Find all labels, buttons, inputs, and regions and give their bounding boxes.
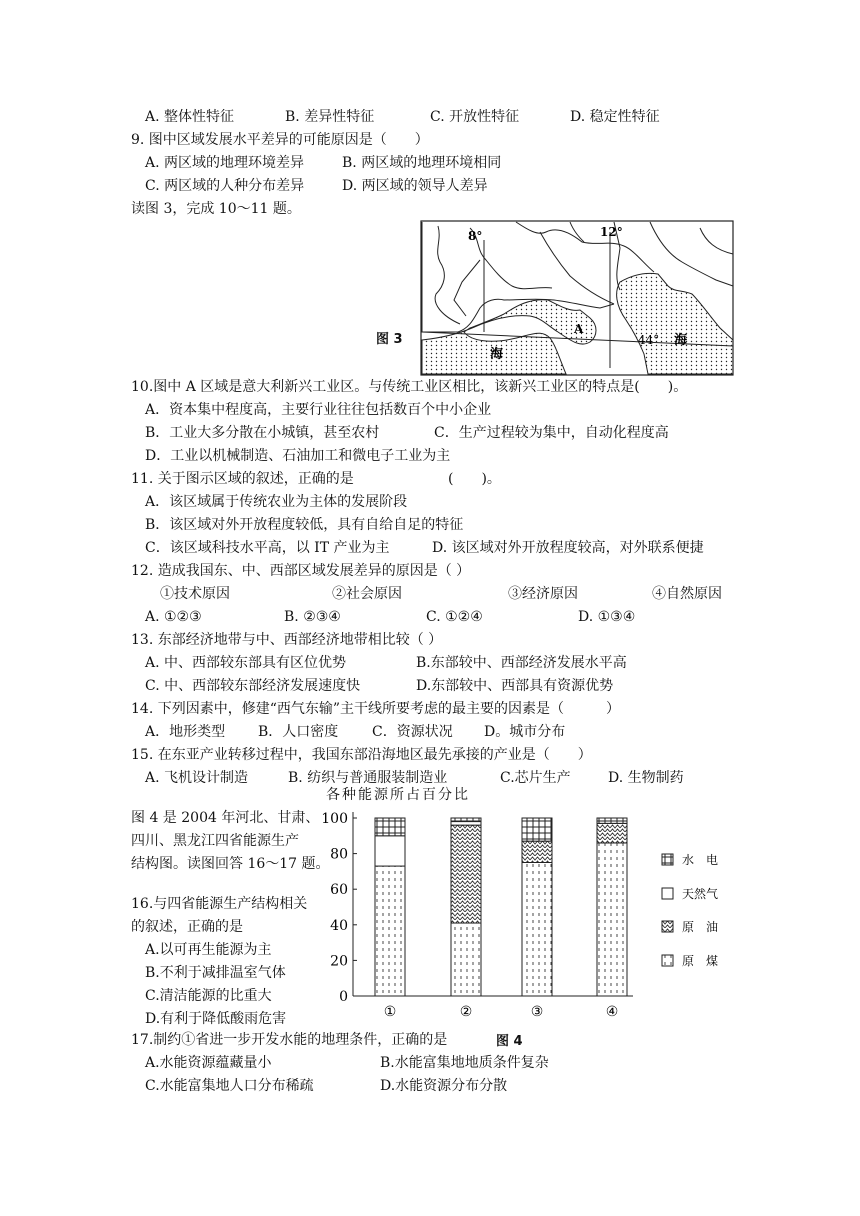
bar-segment [375, 866, 405, 996]
q15-option-c: C.芯片生产 [500, 770, 571, 786]
q16-option-c: C.清洁能源的比重大 [145, 988, 272, 1004]
q14-option-c: C．资源状况 [372, 724, 453, 740]
bar-segment [451, 923, 481, 996]
q8-option-a: A. 整体性特征 [145, 109, 235, 125]
bar-segment [597, 843, 627, 996]
x-tick-label: ④ [605, 1004, 619, 1020]
q12-item-2: ②社会原因 [332, 586, 402, 602]
q11-stem: 11. 关于图示区域的叙述，正确的是 [131, 471, 354, 487]
bar-segment [597, 818, 627, 823]
legend-swatch [662, 854, 673, 865]
bar-segment [375, 836, 405, 866]
bar-segment [522, 863, 552, 997]
legend-swatch [662, 921, 673, 932]
q15-option-d: D. 生物制药 [608, 770, 684, 786]
q14-option-a: A．地形类型 [145, 724, 226, 740]
q16-option-b: B.不利于减排温室气体 [145, 965, 286, 981]
intro-fig4-line2: 四川、黑龙江四省能源生产 [131, 833, 299, 849]
chart-caption: 图 4 [496, 1034, 523, 1049]
bar-segment [451, 818, 481, 822]
x-tick-label: ③ [530, 1004, 544, 1020]
energy-chart [320, 800, 740, 1024]
bar-segment [375, 818, 405, 836]
q16-stem-line2: 的叙述，正确的是 [131, 919, 243, 935]
q12-option-b: B. ②③④ [284, 609, 341, 625]
map3 [420, 220, 734, 376]
q15-option-b: B. 纺织与普通服装制造业 [288, 770, 448, 786]
intro-fig4-line1: 图 4 是 2004 年河北、甘肃、 [131, 810, 320, 826]
bar-segment [522, 818, 552, 841]
q16-option-d: D.有利于降低酸雨危害 [145, 1011, 287, 1027]
q13-option-c: C. 中、西部较东部经济发展速度快 [145, 678, 361, 694]
q11-option-c: C．该区域科技水平高，以 IT 产业为主 [145, 540, 390, 556]
q12-stem: 12. 造成我国东、中、西部区域发展差异的原因是（ ） [131, 563, 471, 579]
q17-option-a: A.水能资源蕴藏量小 [145, 1055, 272, 1071]
q15-option-a: A. 飞机设计制造 [145, 770, 249, 786]
legend-label: 原 煤 [682, 954, 719, 968]
q17-option-b: B.水能富集地地质条件复杂 [380, 1055, 549, 1071]
q13-stem: 13. 东部经济地带与中、西部经济地带相比较（ ） [131, 632, 443, 648]
q12-option-d: D. ①③④ [578, 609, 636, 625]
q12-item-4: ④自然原因 [652, 586, 722, 602]
chart-title: 各种能源所占百分比 [326, 787, 470, 803]
map3-label-sea-left: 海 [490, 347, 504, 362]
q13-option-b: B.东部较中、西部经济发展水平高 [416, 655, 627, 671]
legend-swatch [662, 955, 673, 966]
map3-label-a: A [574, 322, 584, 336]
q10-option-d: D．工业以机械制造、石油加工和微电子工业为主 [145, 448, 451, 464]
q9-stem: 9. 图中区域发展水平差异的可能原因是（ ） [131, 132, 429, 148]
q12-option-c: C. ①②④ [426, 609, 483, 625]
q17-stem: 17.制约①省进一步开发水能的地理条件，正确的是 [131, 1032, 448, 1048]
legend-label: 原 油 [682, 920, 719, 934]
q16-option-a: A.以可再生能源为主 [145, 942, 272, 958]
q10-stem: 10.图中 A 区域是意大利新兴工业区。与传统工业区相比，该新兴工业区的特点是( )。 [131, 379, 688, 395]
q14-option-d: D。城市分布 [484, 724, 566, 740]
q13-option-d: D.东部较中、西部具有资源优势 [416, 678, 614, 694]
q9-option-b: B. 两区域的地理环境相同 [342, 155, 502, 171]
map3-label-44: 44° [638, 333, 660, 347]
q8-option-b: B. 差异性特征 [285, 109, 375, 125]
q17-option-d: D.水能资源分布分散 [380, 1078, 508, 1094]
q10-option-b: B．工业大多分散在小城镇，甚至农村 [145, 425, 380, 441]
q15-stem: 15. 在东亚产业转移过程中，我国东部沿海地区最先承接的产业是（ ） [131, 747, 592, 763]
legend-label: 水 电 [682, 853, 719, 867]
y-tick-label: 60 [330, 882, 348, 899]
bar-segment [451, 825, 481, 923]
x-tick-label: ① [383, 1004, 397, 1020]
q11-option-d: D. 该区域对外开放程度较高，对外联系便捷 [432, 540, 704, 556]
bar-segment [597, 823, 627, 843]
q16-stem-line1: 16.与四省能源生产结构相关 [131, 896, 308, 912]
map3-caption: 图 3 [376, 332, 403, 347]
q8-option-c: C. 开放性特征 [430, 109, 520, 125]
y-tick-label: 80 [330, 846, 348, 863]
legend-label: 天然气 [682, 887, 719, 901]
y-tick-label: 40 [330, 917, 348, 934]
q11-paren: ( )。 [448, 471, 501, 487]
q8-option-d: D. 稳定性特征 [570, 109, 660, 125]
q14-stem: 14. 下列因素中，修建“西气东输”主干线所要考虑的最主要的因素是（ ） [131, 701, 621, 717]
intro-fig4-line3: 结构图。读图回答 16～17 题。 [131, 856, 330, 872]
q12-item-3: ③经济原因 [508, 586, 578, 602]
legend-swatch [662, 888, 673, 899]
bar-segment [451, 822, 481, 826]
intro-fig3: 读图 3，完成 10～11 题。 [131, 201, 301, 217]
q10-option-a: A．资本集中程度高，主要行业往往包括数百个中小企业 [145, 402, 492, 418]
q11-option-a: A．该区域属于传统农业为主体的发展阶段 [145, 494, 408, 510]
bar-segment [522, 841, 552, 862]
q11-option-b: B．该区域对外开放程度较低，具有自给自足的特征 [145, 517, 464, 533]
q10-option-c: C．生产过程较为集中，自动化程度高 [434, 425, 669, 441]
map3-label-sea-right: 海 [674, 333, 688, 348]
q17-option-c: C.水能富集地人口分布稀疏 [145, 1078, 314, 1094]
q12-option-a: A. ①②③ [145, 609, 202, 625]
q12-item-1: ①技术原因 [160, 586, 230, 602]
map3-label-8: 8° [468, 229, 483, 243]
y-tick-label: 100 [321, 811, 348, 827]
y-tick-label: 0 [339, 989, 348, 1005]
q9-option-a: A. 两区域的地理环境差异 [145, 155, 305, 171]
map3-label-12: 12° [600, 225, 623, 239]
q14-option-b: B．人口密度 [258, 724, 339, 740]
q9-option-c: C. 两区域的人种分布差异 [145, 178, 305, 194]
q13-option-a: A. 中、西部较东部具有区位优势 [145, 655, 347, 671]
q9-option-d: D. 两区域的领导人差异 [342, 178, 488, 194]
y-tick-label: 20 [330, 953, 348, 970]
x-tick-label: ② [459, 1004, 473, 1020]
